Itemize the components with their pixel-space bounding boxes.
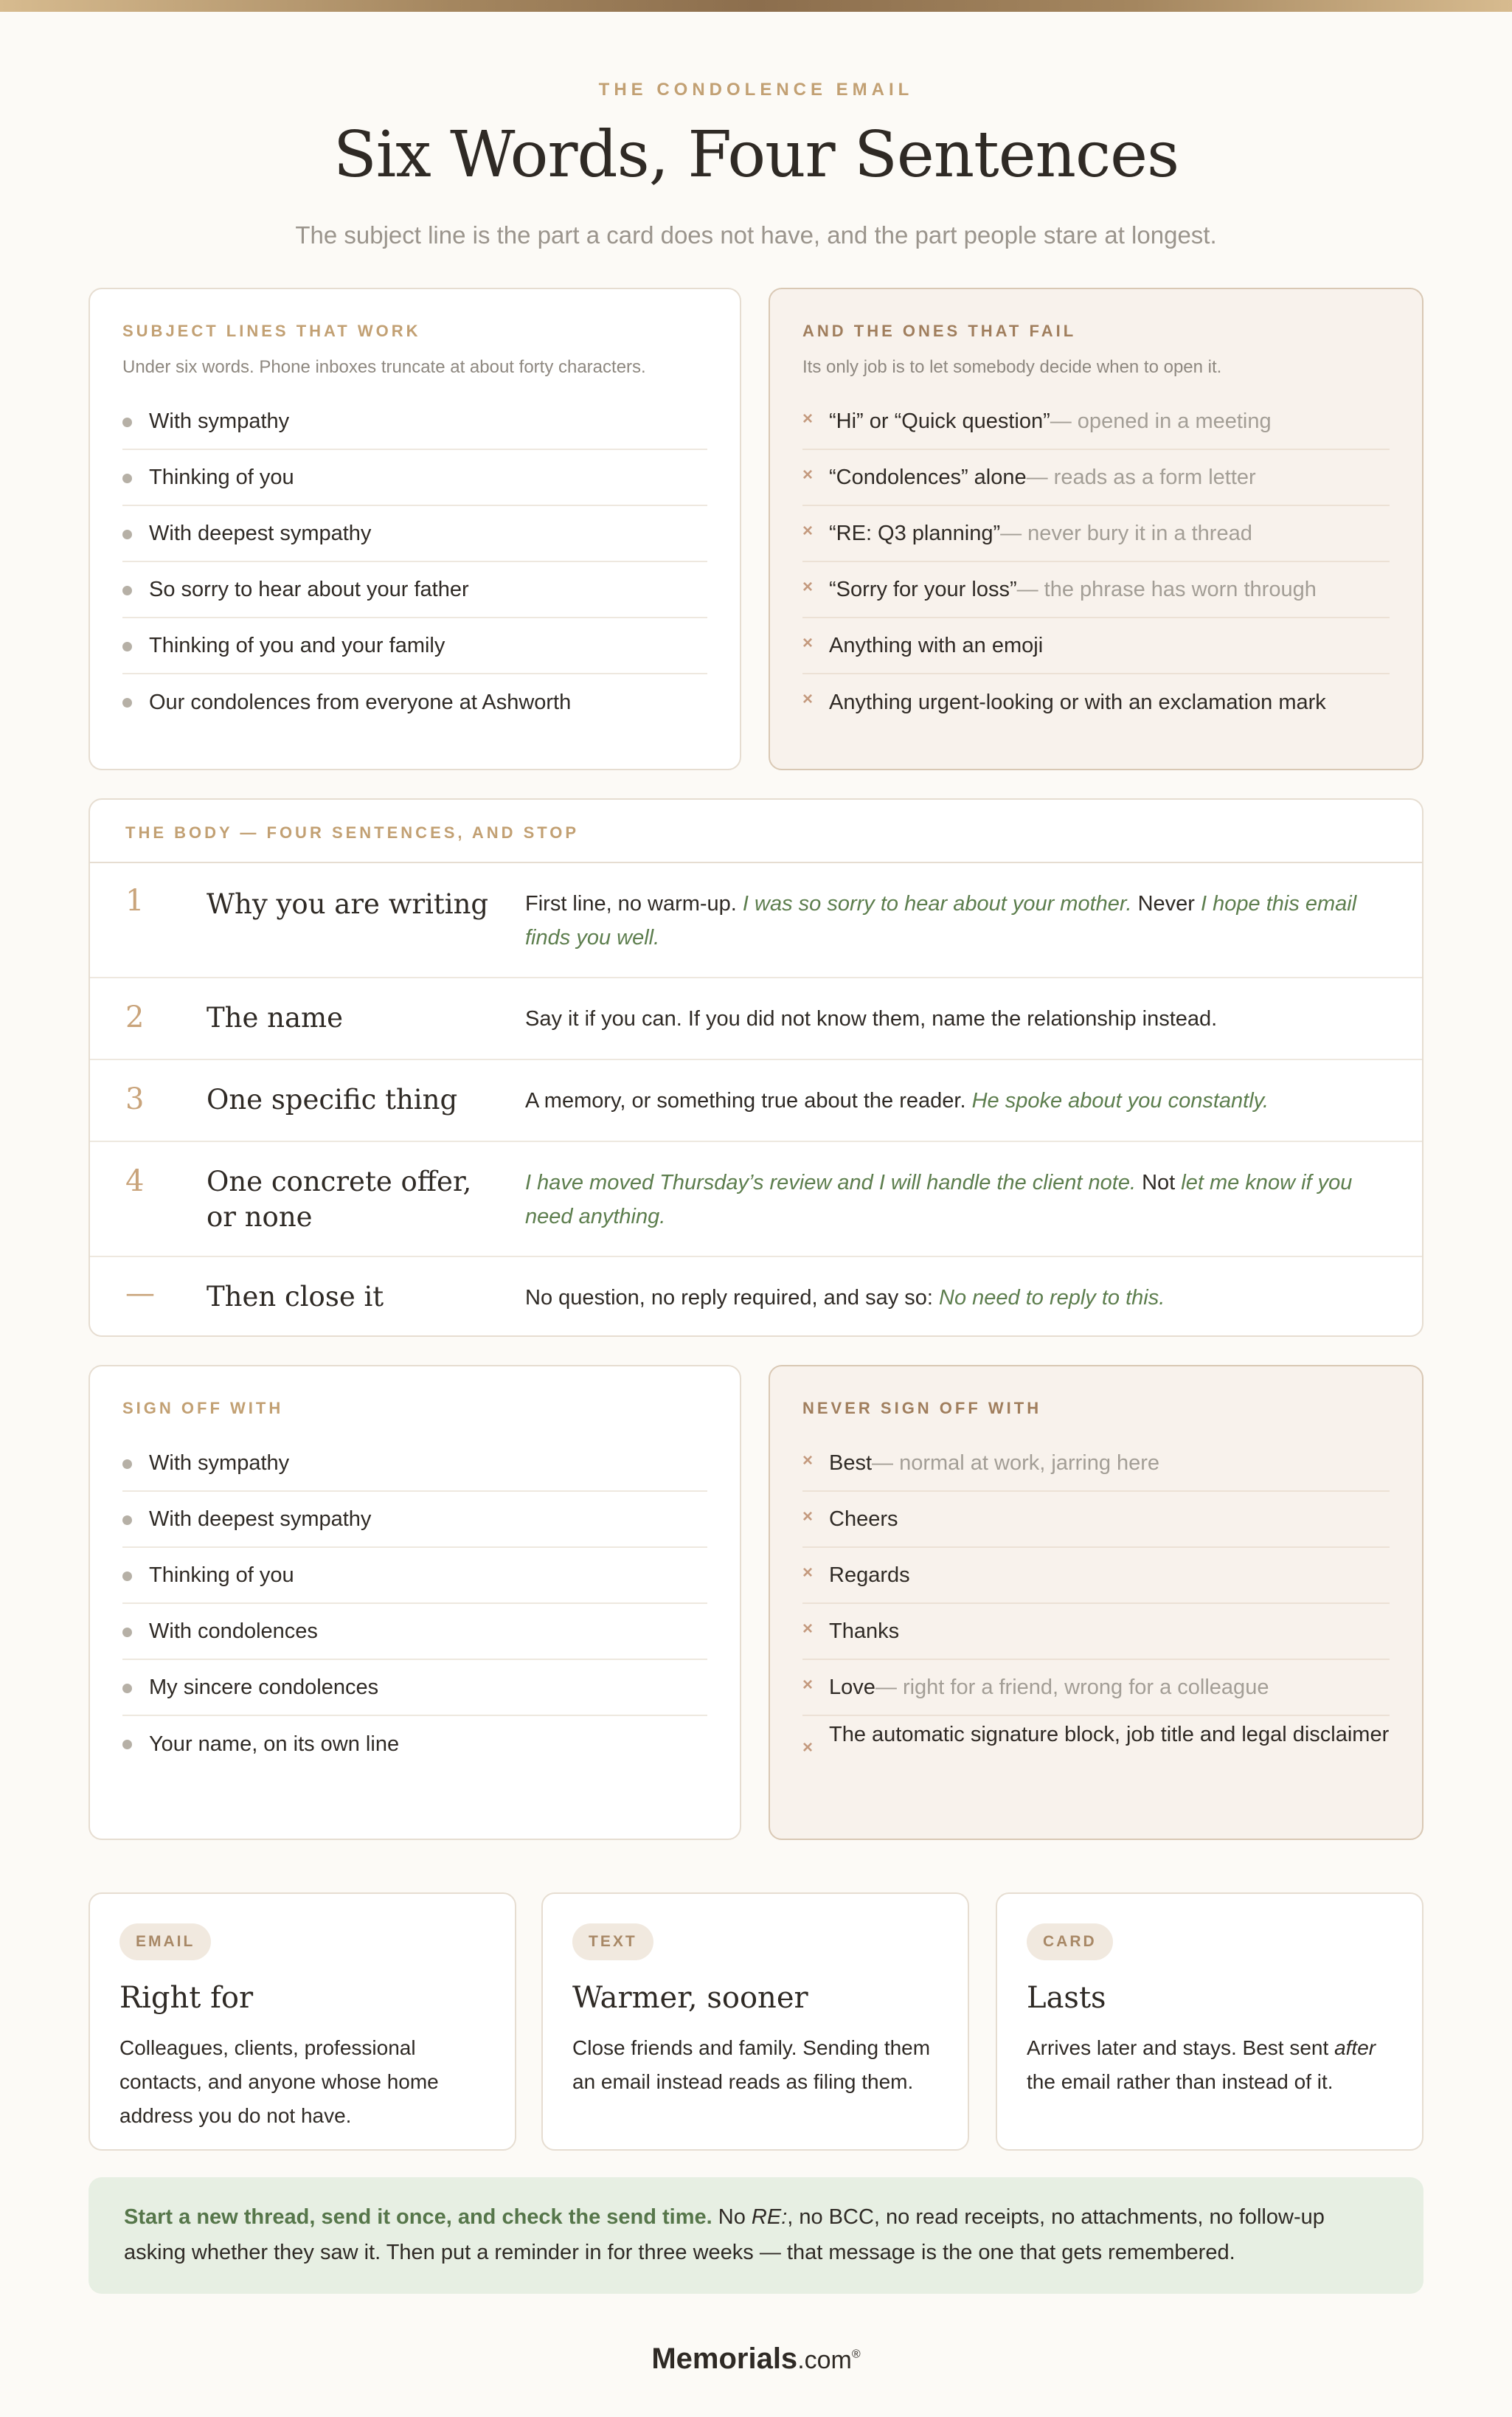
cross-icon: ×: [802, 465, 814, 485]
list-item: With deepest sympathy: [122, 1492, 707, 1548]
cross-icon: ×: [802, 1563, 814, 1583]
cross-icon: ×: [802, 689, 814, 709]
list-item: × “RE: Q3 planning” — never bury it in a thread: [802, 506, 1390, 562]
table-row: [90, 1142, 1422, 1257]
list-item: Thinking of you: [122, 1548, 707, 1604]
eyebrow: THE CONDOLENCE EMAIL: [598, 80, 914, 100]
signoff-bad-card: [769, 1365, 1423, 1840]
channel-card-text: [541, 1892, 969, 2151]
channel-chip: EMAIL: [119, 1923, 211, 1960]
channel-card-email: [89, 1892, 516, 2151]
bullet-icon: [122, 698, 132, 708]
bullet-icon: [122, 1515, 132, 1525]
cross-icon: ×: [802, 1737, 814, 1757]
table-row: [90, 1257, 1422, 1337]
card-note: Under six words. Phone inboxes truncate at about forty characters.: [122, 357, 646, 377]
bullet-icon: [122, 418, 132, 427]
signoff-ok-card: [89, 1365, 741, 1840]
bullet-icon: [122, 1628, 132, 1637]
bullet-icon: [122, 1571, 132, 1581]
channel-text: Arrives later and stays. Best sent after the email rather than instead of it.: [1027, 2036, 1376, 2093]
cross-icon: ×: [802, 1450, 814, 1470]
list-item: × Thanks: [802, 1604, 1390, 1660]
cross-icon: ×: [802, 1619, 814, 1639]
table-row: [90, 1060, 1422, 1142]
row-number: 4: [125, 1164, 145, 1198]
bullet-icon: [122, 586, 132, 595]
card-label: THE BODY — FOUR SENTENCES, AND STOP: [125, 823, 580, 842]
list-item: With deepest sympathy: [122, 506, 707, 562]
list-item: My sincere condolences: [122, 1660, 707, 1716]
row-heading: One concrete offer, or none: [207, 1166, 472, 1233]
list-item: So sorry to hear about your father: [122, 562, 707, 618]
list-item: × Love — right for a friend, wrong for a colleague: [802, 1660, 1390, 1716]
list-item: Thinking of you: [122, 450, 707, 506]
row-heading: Why you are writing: [207, 888, 489, 920]
table-row: [90, 978, 1422, 1060]
list-item: With sympathy: [122, 394, 707, 450]
channel-text: Colleagues, clients, professional contacts, and anyone whose home address you do not have.: [119, 2036, 439, 2127]
channel-title: Lasts: [1027, 1981, 1106, 2015]
channel-title: Right for: [119, 1981, 254, 2015]
cross-icon: ×: [802, 409, 814, 429]
list-item: Your name, on its own line: [122, 1716, 707, 1772]
list-item: × The automatic signature block, job title and legal disclaimer: [802, 1716, 1390, 1785]
bullet-icon: [122, 474, 132, 483]
subject-work-card: [89, 288, 741, 770]
row-number: —: [125, 1276, 155, 1310]
cross-icon: ×: [802, 577, 814, 597]
channel-text: Close friends and family. Sending them an email instead reads as filing them.: [572, 2036, 931, 2093]
body-sentences-card: [89, 798, 1423, 1337]
row-description: First line, no warm-up. I was so sorry to hear about your mother. Never I hope this email finds you well.: [525, 892, 1357, 950]
bullet-icon: [122, 642, 132, 651]
signoff-ok-list: [122, 1436, 707, 1772]
page-title: Six Words, Four Sentences: [333, 118, 1179, 192]
bullet-icon: [122, 1459, 132, 1469]
signoff-bad-list: [802, 1436, 1390, 1785]
table-row: [90, 863, 1422, 978]
list-item: With sympathy: [122, 1436, 707, 1492]
subject-work-list: [122, 394, 707, 730]
card-label: AND THE ONES THAT FAIL: [802, 322, 1077, 340]
cross-icon: ×: [802, 521, 814, 541]
bullet-icon: [122, 1740, 132, 1749]
list-item: × “Hi” or “Quick question” — opened in a meeting: [802, 394, 1390, 450]
row-heading: One specific thing: [207, 1084, 458, 1116]
card-note: Its only job is to let somebody decide when to open it.: [802, 357, 1222, 377]
bullet-icon: [122, 1684, 132, 1693]
row-heading: Then close it: [207, 1281, 384, 1313]
list-item: × Regards: [802, 1548, 1390, 1604]
channel-chip: CARD: [1027, 1923, 1113, 1960]
page-subtitle: The subject line is the part a card does not have, and the part people stare at longest.: [295, 221, 1217, 249]
list-item: × Anything urgent-looking or with an exclamation mark: [802, 689, 1326, 714]
card-label: NEVER SIGN OFF WITH: [802, 1399, 1042, 1417]
final-tip-callout: Start a new thread, send it once, and check the send time. No RE:, no BCC, no read receipts, no attachments, no follow-up asking whether they saw it. Then put a reminder in for three weeks — that message is the one that gets remembered.: [89, 2177, 1423, 2294]
row-description: I have moved Thursday’s review and I will handle the client note. Not let me know if you need anything.: [525, 1171, 1353, 1228]
card-label: SUBJECT LINES THAT WORK: [122, 322, 421, 340]
card-label: SIGN OFF WITH: [122, 1399, 284, 1417]
list-item: × Cheers: [802, 1492, 1390, 1548]
row-description: No question, no reply required, and say so: No need to reply to this.: [525, 1286, 1165, 1310]
row-description: A memory, or something true about the reader. He spoke about you constantly.: [525, 1089, 1269, 1113]
list-item: × “Condolences” alone — reads as a form letter: [802, 450, 1390, 506]
row-heading: The name: [207, 1002, 344, 1034]
subject-fail-card: [769, 288, 1423, 770]
list-item: With condolences: [122, 1604, 707, 1660]
channel-card-card: [996, 1892, 1423, 2151]
cross-icon: ×: [802, 633, 814, 653]
channel-chip: TEXT: [572, 1923, 653, 1960]
top-accent-bar: [0, 0, 1512, 12]
row-number: 3: [125, 1082, 145, 1116]
row-number: 1: [125, 884, 145, 918]
list-item: Our condolences from everyone at Ashworth: [122, 674, 707, 730]
row-number: 2: [125, 1000, 145, 1034]
list-item: Thinking of you and your family: [122, 618, 707, 674]
list-item: × “Sorry for your loss” — the phrase has worn through: [802, 562, 1390, 618]
cross-icon: ×: [802, 1507, 814, 1526]
memorials-logo: Memorials.com®: [651, 2342, 861, 2375]
list-item: × Anything with an emoji: [802, 618, 1390, 674]
row-description: Say it if you can. If you did not know them, name the relationship instead.: [525, 1007, 1218, 1031]
subject-fail-list: [802, 394, 1390, 730]
bullet-icon: [122, 530, 132, 539]
list-item: × Best — normal at work, jarring here: [802, 1436, 1390, 1492]
cross-icon: ×: [802, 1675, 814, 1695]
channel-title: Warmer, sooner: [572, 1981, 808, 2015]
